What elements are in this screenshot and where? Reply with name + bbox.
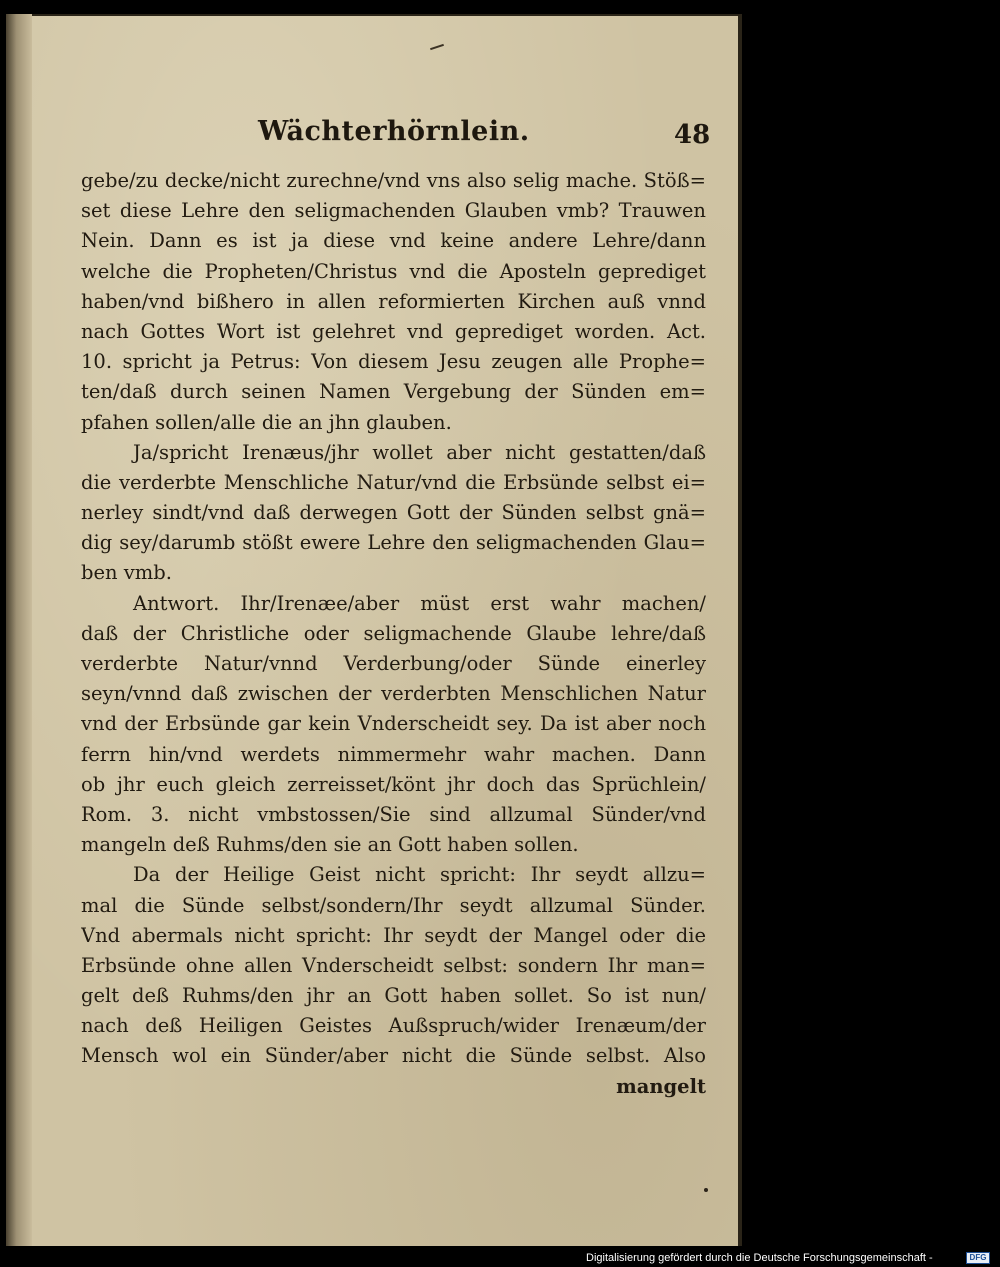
catchword: mangelt [616,1074,706,1098]
text-line: nach deß Heiligen Geistes Außspruch/wider Irenæum/der [81,1014,706,1038]
text-line: gebe/zu decke/nicht zurechne/vnd vns also selig mache. Stöß= [81,169,706,192]
text-line: mal die Sünde selbst/sondern/Ihr seydt allzumal Sünder. [81,893,706,917]
page-gutter [6,14,32,1246]
dfg-logo: DFG [966,1252,990,1264]
text-line: Vnd abermals nicht spricht: Ihr seydt der Mangel oder die [81,923,706,947]
text-line: verderbte Natur/vnnd Verderbung/oder Sünde einerley [81,652,706,675]
text-line: gelt deß Ruhms/den jhr an Gott haben sollet. So ist nun/ [81,984,706,1008]
text-line: set diese Lehre den seligmachenden Glauben vmb? Trauwen [81,199,706,223]
text-line: dig sey/darumb stößt ewere Lehre den seligmachenden Glau= [81,531,706,555]
text-line: Nein. Dann es ist ja diese vnd keine andere Lehre/dann [81,229,706,253]
text-line: daß der Christliche oder seligmachende Glaube lehre/daß [81,621,706,645]
text-line: Rom. 3. nicht vmbstossen/Sie sind allzumal Sünder/vnd [81,802,706,826]
text-line: haben/vnd bißhero in allen reformierten Kirchen auß vnnd [81,289,706,313]
text-line: Ja/spricht Irenæus/jhr wollet aber nicht gestatten/daß [133,440,706,464]
text-line: Erbsünde ohne allen Vnderscheidt selbst: sondern Ihr man= [81,953,706,977]
text-line: welche die Propheten/Christus vnd die Aposteln geprediget [81,259,706,283]
text-line: mangeln deß Ruhms/den sie an Gott haben sollen. [81,833,579,857]
text-line: vnd der Erbsünde gar kein Vnderscheidt sey. Da ist aber noch [81,712,706,736]
pencil-mark [430,44,444,50]
text-line: ferrn hin/vnd werdets nimmermehr wahr machen. Dann [81,742,706,766]
text-line: Antwort. Ihr/Irenæe/aber müst erst wahr machen/ [133,591,706,615]
ink-dot [704,1188,708,1192]
text-line: pfahen sollen/alle die an jhn glauben. [81,410,452,434]
text-line: nerley sindt/vnd daß derwegen Gott der Sünden selbst gnä= [81,501,706,525]
body-text [81,166,706,1102]
text-line: ten/daß durch seinen Namen Vergebung der Sünden em= [81,380,706,404]
book-page [32,16,738,1246]
text-line: Da der Heilige Geist nicht spricht: Ihr seydt allzu= [133,863,706,887]
text-line: seyn/vnnd daß zwischen der verderbten Menschlichen Natur [81,682,706,706]
text-line: 10. spricht ja Petrus: Von diesem Jesu zeugen alle Prophe= [81,350,706,374]
text-line: ob jhr euch gleich zerreisset/könt jhr doch das Sprüchlein/ [81,772,706,796]
running-title: Wächterhörnlein. [258,116,530,147]
page-number: 48 [674,120,711,150]
page-header [32,112,738,162]
text-line: nach Gottes Wort ist gelehret vnd geprediget worden. Act. [81,319,706,343]
digitization-credit: Digitalisierung gefördert durch die Deutsche Forschungsgemeinschaft - [586,1252,933,1264]
text-line: Mensch wol ein Sünder/aber nicht die Sünde selbst. Also [81,1044,706,1068]
text-line: ben vmb. [81,561,172,585]
text-line: die verderbte Menschliche Natur/vnd die Erbsünde selbst ei= [81,470,706,494]
